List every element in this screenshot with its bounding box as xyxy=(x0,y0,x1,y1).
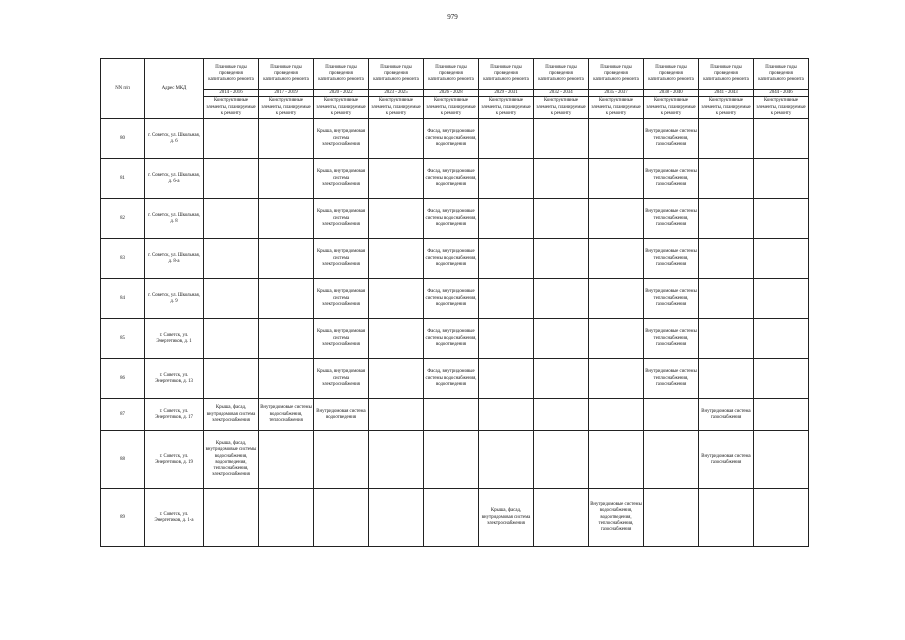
row-cell-elements xyxy=(369,319,424,359)
col-header-period: Плановые годы проведения капитального ремонта xyxy=(754,59,809,90)
row-cell-elements xyxy=(754,279,809,319)
row-cell-elements xyxy=(369,279,424,319)
col-header-elements: Конструктивные элементы, планируемые к ремонту xyxy=(424,97,479,119)
row-cell-elements xyxy=(479,319,534,359)
row-cell-elements: Крыша, внутридомовая система электроснабжения xyxy=(314,359,369,399)
col-header-elements: Конструктивные элементы, планируемые к ремонту xyxy=(369,97,424,119)
row-cell-elements xyxy=(479,199,534,239)
row-cell-elements: Внутридомовые системы теплоснабжения, газоснабжения xyxy=(644,239,699,279)
col-header-period: Плановые годы проведения капитального ремонта xyxy=(424,59,479,90)
row-cell-elements xyxy=(589,119,644,159)
row-cell-elements: Крыша, фасад, внутридомовая система электроснабжения xyxy=(204,399,259,431)
col-header-years: 2038 - 2040 xyxy=(644,90,699,97)
row-cell-elements xyxy=(754,159,809,199)
row-address: г. Советск, ул. Школьная, д. 8-а xyxy=(145,239,204,279)
row-cell-elements xyxy=(204,319,259,359)
repair-schedule-table xyxy=(100,58,809,547)
row-cell-elements: Крыша, внутридомовая система электроснабжения xyxy=(314,279,369,319)
row-cell-elements xyxy=(534,489,589,547)
row-cell-elements: Внутридомовые системы теплоснабжения, газоснабжения xyxy=(644,359,699,399)
table-row xyxy=(101,159,809,199)
row-cell-elements xyxy=(369,159,424,199)
row-cell-elements xyxy=(534,159,589,199)
col-header-elements: Конструктивные элементы, планируемые к ремонту xyxy=(479,97,534,119)
row-cell-elements xyxy=(699,239,754,279)
col-header-period: Плановые годы проведения капитального ремонта xyxy=(204,59,259,90)
table-row xyxy=(101,489,809,547)
row-cell-elements xyxy=(369,399,424,431)
row-address: г. Советск, ул. Школьная, д. 6 xyxy=(145,119,204,159)
row-cell-elements xyxy=(479,119,534,159)
row-cell-elements xyxy=(754,399,809,431)
row-cell-elements: Внутридомовые системы водоснабжения, водоотведения, теплоснабжения, газоснабжения xyxy=(589,489,644,547)
table-row xyxy=(101,119,809,159)
row-cell-elements: Фасад, внутридомовые системы водоснабжения, водоотведения xyxy=(424,239,479,279)
col-header-period: Плановые годы проведения капитального ремонта xyxy=(534,59,589,90)
row-cell-elements xyxy=(369,431,424,489)
row-cell-elements xyxy=(754,199,809,239)
row-cell-elements xyxy=(534,239,589,279)
row-cell-elements: Крыша, внутридомовая система электроснабжения xyxy=(314,319,369,359)
row-cell-elements: Внутридомовая система водоотведения xyxy=(314,399,369,431)
row-number: 83 xyxy=(101,239,145,279)
row-cell-elements xyxy=(479,239,534,279)
row-cell-elements xyxy=(259,119,314,159)
row-cell-elements xyxy=(754,319,809,359)
col-header-years: 2044 - 2046 xyxy=(754,90,809,97)
row-cell-elements xyxy=(424,489,479,547)
row-cell-elements xyxy=(534,399,589,431)
row-cell-elements xyxy=(314,489,369,547)
row-cell-elements xyxy=(754,239,809,279)
row-cell-elements xyxy=(754,489,809,547)
row-cell-elements xyxy=(369,359,424,399)
row-address: г. Советск, ул. Школьная, д. 9 xyxy=(145,279,204,319)
row-cell-elements xyxy=(479,159,534,199)
row-cell-elements xyxy=(699,199,754,239)
row-cell-elements xyxy=(589,399,644,431)
row-cell-elements xyxy=(369,119,424,159)
col-header-period: Плановые годы проведения капитального ремонта xyxy=(369,59,424,90)
row-cell-elements xyxy=(479,359,534,399)
row-cell-elements xyxy=(589,431,644,489)
row-cell-elements xyxy=(699,489,754,547)
row-cell-elements xyxy=(589,359,644,399)
row-number: 87 xyxy=(101,399,145,431)
row-cell-elements xyxy=(699,319,754,359)
col-header-years: 2026 - 2028 xyxy=(424,90,479,97)
col-header-address: Адрес МКД xyxy=(145,59,204,119)
row-cell-elements xyxy=(259,489,314,547)
row-number: 81 xyxy=(101,159,145,199)
row-cell-elements: Внутридомовые системы теплоснабжения, газоснабжения xyxy=(644,199,699,239)
row-cell-elements: Крыша, фасад, внутридомовые системы водоснабжения, водоотведения, теплоснабжения, электроснабжения xyxy=(204,431,259,489)
row-number: 85 xyxy=(101,319,145,359)
row-cell-elements xyxy=(204,489,259,547)
row-cell-elements: Фасад, внутридомовые системы водоснабжения, водоотведения xyxy=(424,359,479,399)
row-cell-elements xyxy=(534,431,589,489)
row-cell-elements xyxy=(644,431,699,489)
row-cell-elements xyxy=(699,119,754,159)
row-cell-elements xyxy=(204,279,259,319)
col-header-elements: Конструктивные элементы, планируемые к ремонту xyxy=(754,97,809,119)
table-row xyxy=(101,359,809,399)
table-row xyxy=(101,279,809,319)
row-cell-elements xyxy=(699,159,754,199)
row-cell-elements xyxy=(204,239,259,279)
row-cell-elements: Крыша, фасад, внутридомовая система электроснабжения xyxy=(479,489,534,547)
row-cell-elements: Внутридомовые системы теплоснабжения, газоснабжения xyxy=(644,279,699,319)
col-header-years: 2023 - 2025 xyxy=(369,90,424,97)
row-cell-elements xyxy=(479,431,534,489)
table-row xyxy=(101,431,809,489)
row-cell-elements xyxy=(534,199,589,239)
row-cell-elements: Крыша, внутридомовая система электроснабжения xyxy=(314,239,369,279)
row-cell-elements xyxy=(259,159,314,199)
row-cell-elements: Внутридомовые системы теплоснабжения, газоснабжения xyxy=(644,319,699,359)
row-cell-elements xyxy=(204,159,259,199)
row-cell-elements: Крыша, внутридомовая система электроснабжения xyxy=(314,159,369,199)
col-header-years: 2014 - 2016 xyxy=(204,90,259,97)
row-cell-elements: Крыша, внутридомовая система электроснабжения xyxy=(314,119,369,159)
table-row xyxy=(101,399,809,431)
row-cell-elements xyxy=(479,279,534,319)
row-cell-elements xyxy=(589,279,644,319)
row-cell-elements xyxy=(369,239,424,279)
col-header-elements: Конструктивные элементы, планируемые к ремонту xyxy=(314,97,369,119)
col-header-years: 2029 - 2031 xyxy=(479,90,534,97)
row-number: 86 xyxy=(101,359,145,399)
table-row xyxy=(101,319,809,359)
row-cell-elements xyxy=(204,119,259,159)
row-cell-elements xyxy=(534,279,589,319)
row-cell-elements xyxy=(699,279,754,319)
row-cell-elements xyxy=(589,239,644,279)
col-header-period: Плановые годы проведения капитального ремонта xyxy=(644,59,699,90)
col-header-elements: Конструктивные элементы, планируемые к ремонту xyxy=(534,97,589,119)
row-cell-elements: Крыша, внутридомовая система электроснабжения xyxy=(314,199,369,239)
col-header-elements: Конструктивные элементы, планируемые к ремонту xyxy=(259,97,314,119)
col-header-years: 2035 - 2037 xyxy=(589,90,644,97)
col-header-period: Плановые годы проведения капитального ремонта xyxy=(259,59,314,90)
col-header-years: 2017 - 2019 xyxy=(259,90,314,97)
row-cell-elements xyxy=(314,431,369,489)
row-address: г. Советск, ул. Энергетиков, д. 19 xyxy=(145,431,204,489)
row-cell-elements xyxy=(644,399,699,431)
row-address: г. Советск, ул. Энергетиков, д. 13 xyxy=(145,359,204,399)
row-cell-elements: Фасад, внутридомовые системы водоснабжения, водоотведения xyxy=(424,159,479,199)
row-number: 80 xyxy=(101,119,145,159)
row-cell-elements xyxy=(589,159,644,199)
row-cell-elements xyxy=(259,279,314,319)
col-header-number: NN п/п xyxy=(101,59,145,119)
row-number: 84 xyxy=(101,279,145,319)
row-cell-elements xyxy=(424,431,479,489)
col-header-years: 2032 - 2034 xyxy=(534,90,589,97)
row-cell-elements: Внутридомовые системы теплоснабжения, газоснабжения xyxy=(644,119,699,159)
row-cell-elements: Фасад, внутридомовые системы водоснабжения, водоотведения xyxy=(424,199,479,239)
col-header-period: Плановые годы проведения капитального ремонта xyxy=(589,59,644,90)
col-header-elements: Конструктивные элементы, планируемые к ремонту xyxy=(204,97,259,119)
row-cell-elements xyxy=(259,199,314,239)
row-cell-elements xyxy=(259,431,314,489)
row-cell-elements xyxy=(644,489,699,547)
row-cell-elements xyxy=(424,399,479,431)
row-cell-elements: Внутридомовая система газоснабжения xyxy=(699,431,754,489)
row-number: 88 xyxy=(101,431,145,489)
row-cell-elements xyxy=(754,119,809,159)
row-cell-elements xyxy=(259,359,314,399)
row-cell-elements xyxy=(534,119,589,159)
row-cell-elements: Фасад, внутридомовые системы водоснабжения, водоотведения xyxy=(424,319,479,359)
col-header-period: Плановые годы проведения капитального ремонта xyxy=(699,59,754,90)
row-cell-elements xyxy=(369,199,424,239)
row-cell-elements: Внутридомовые системы водоснабжения, теплоснабжения xyxy=(259,399,314,431)
row-address: г. Советск, ул. Школьная, д. 8 xyxy=(145,199,204,239)
row-cell-elements xyxy=(754,431,809,489)
table-row xyxy=(101,239,809,279)
col-header-period: Плановые годы проведения капитального ремонта xyxy=(314,59,369,90)
col-header-elements: Конструктивные элементы, планируемые к ремонту xyxy=(644,97,699,119)
row-cell-elements xyxy=(534,359,589,399)
row-cell-elements xyxy=(259,239,314,279)
row-cell-elements: Фасад, внутридомовые системы водоснабжения, водоотведения xyxy=(424,119,479,159)
col-header-years: 2020 - 2022 xyxy=(314,90,369,97)
row-cell-elements xyxy=(534,319,589,359)
row-address: г. Советск, ул. Энергетиков, д. 1-а xyxy=(145,489,204,547)
row-cell-elements xyxy=(754,359,809,399)
col-header-period: Плановые годы проведения капитального ремонта xyxy=(479,59,534,90)
row-cell-elements: Внутридомовые системы теплоснабжения, газоснабжения xyxy=(644,159,699,199)
row-cell-elements xyxy=(479,399,534,431)
row-address: г. Советск, ул. Энергетиков, д. 1 xyxy=(145,319,204,359)
row-number: 89 xyxy=(101,489,145,547)
table-row xyxy=(101,199,809,239)
row-cell-elements xyxy=(204,359,259,399)
row-address: г. Советск, ул. Энергетиков, д. 17 xyxy=(145,399,204,431)
row-cell-elements: Внутридомовая система газоснабжения xyxy=(699,399,754,431)
row-cell-elements xyxy=(204,199,259,239)
row-cell-elements xyxy=(369,489,424,547)
row-number: 82 xyxy=(101,199,145,239)
row-cell-elements xyxy=(589,319,644,359)
col-header-elements: Конструктивные элементы, планируемые к ремонту xyxy=(589,97,644,119)
col-header-years: 2041 - 2043 xyxy=(699,90,754,97)
row-cell-elements xyxy=(699,359,754,399)
col-header-elements: Конструктивные элементы, планируемые к ремонту xyxy=(699,97,754,119)
row-cell-elements xyxy=(259,319,314,359)
page-number: 979 xyxy=(447,13,458,21)
row-cell-elements xyxy=(589,199,644,239)
row-cell-elements: Фасад, внутридомовые системы водоснабжения, водоотведения xyxy=(424,279,479,319)
row-address: г. Советск, ул. Школьная, д. 6-а xyxy=(145,159,204,199)
